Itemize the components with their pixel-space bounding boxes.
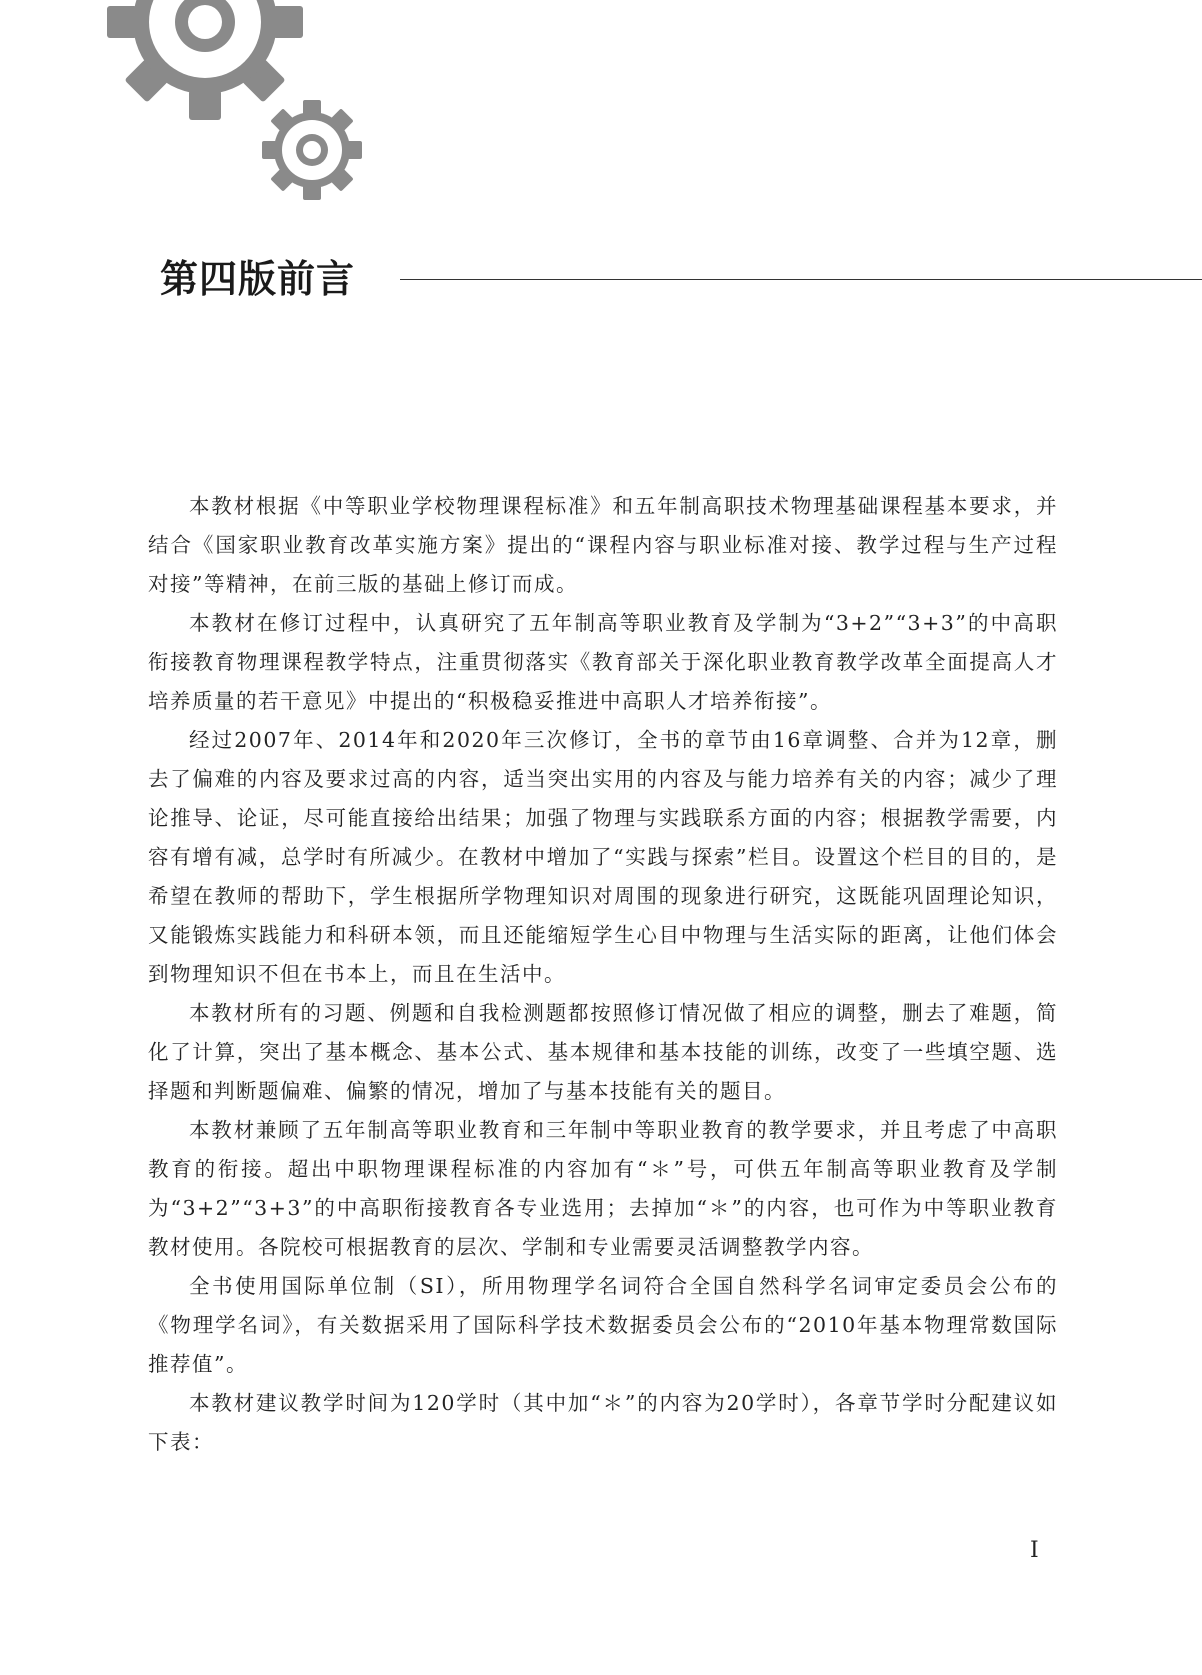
page-title: 第四版前言	[160, 256, 356, 301]
paragraph: 本教材建议教学时间为120学时（其中加“＊”的内容为20学时），各章节学时分配建议如下表：	[148, 1391, 1058, 1454]
paragraph: 经过2007年、2014年和2020年三次修订，全书的章节由16章调整、合并为12章，删去了偏难的内容及要求过高的内容，适当突出实用的内容及与能力培养有关的内容；减少了理论推导、论证，尽可能直接给出结果；加强了物理与实践联系方面的内容；根据教学需要，内容有增有减，总学时有所减少。在教材中增加了“实践与探索”栏目。设置这个栏目的目的，是希望在教师的帮助下，学生根据所学物理知识对周围的现象进行研究，这既能巩固理论知识，又能锻炼实践能力和科研本领，而且还能缩短学生心目中物理与生活实际的距离，让他们体会到物理知识不但在书本上，而且在生活中。	[148, 728, 1058, 986]
page-number: Ⅰ	[1030, 1538, 1039, 1563]
gears-icon	[100, 0, 400, 215]
paragraph: 本教材在修订过程中，认真研究了五年制高等职业教育及学制为“3+2”“3+3”的中高职衔接教育物理课程教学特点，注重贯彻落实《教育部关于深化职业教育教学改革全面提高人才培养质量的若干意见》中提出的“积极稳妥推进中高职人才培养衔接”。	[148, 611, 1058, 713]
paragraph: 全书使用国际单位制（SI），所用物理学名词符合全国自然科学名词审定委员会公布的《物理学名词》，有关数据采用了国际科学技术数据委员会公布的“2010年基本物理常数国际推荐值”。	[148, 1274, 1058, 1376]
page-heading	[160, 255, 1060, 305]
title-divider	[400, 279, 1202, 280]
paragraph: 本教材兼顾了五年制高等职业教育和三年制中等职业教育的教学要求，并且考虑了中高职教育的衔接。超出中职物理课程标准的内容加有“＊”号，可供五年制高等职业教育及学制为“3+2”“3+3”的中高职衔接教育各专业选用；去掉加“＊”的内容，也可作为中等职业教育教材使用。各院校可根据教育的层次、学制和专业需要灵活调整教学内容。	[148, 1118, 1058, 1259]
paragraph: 本教材根据《中等职业学校物理课程标准》和五年制高职技术物理基础课程基本要求，并结合《国家职业教育改革实施方案》提出的“课程内容与职业标准对接、教学过程与生产过程对接”等精神，在前三版的基础上修订而成。	[148, 494, 1058, 596]
body-text	[148, 487, 1058, 1462]
paragraph: 本教材所有的习题、例题和自我检测题都按照修订情况做了相应的调整，删去了难题，简化了计算，突出了基本概念、基本公式、基本规律和基本技能的训练，改变了一些填空题、选择题和判断题偏难、偏繁的情况，增加了与基本技能有关的题目。	[148, 1001, 1058, 1103]
